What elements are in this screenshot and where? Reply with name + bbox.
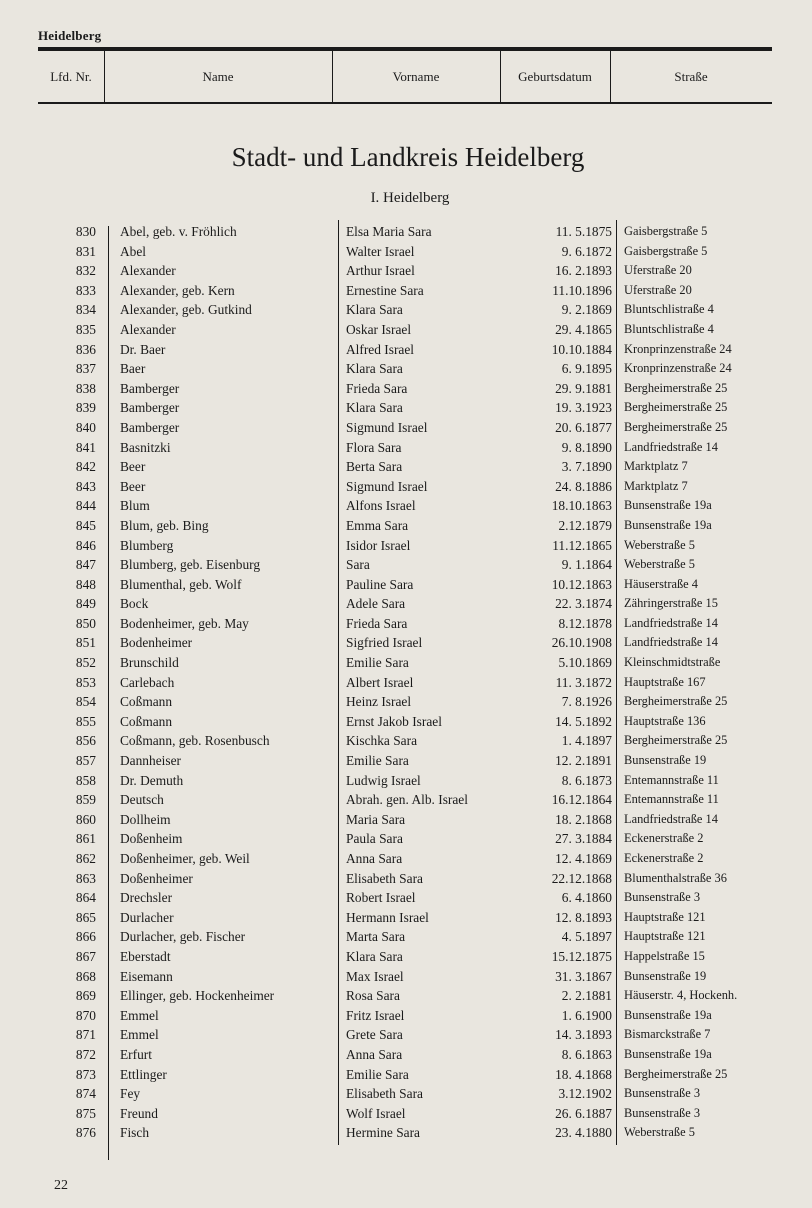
- entry-name: Brunschild: [120, 655, 179, 671]
- entry-birthdate: 1. 6.1900: [561, 1007, 612, 1023]
- entry-vorname: Hermann Israel: [346, 909, 429, 925]
- entry-number: 857: [75, 753, 96, 769]
- entry-vorname: Alfons Israel: [346, 498, 416, 514]
- entry-number: 870: [75, 1007, 96, 1023]
- entry-vorname: Klara Sara: [346, 302, 403, 318]
- entry-street: Gaisbergstraße 5: [624, 224, 708, 238]
- table-row: [0, 575, 812, 595]
- entry-street: Hauptstraße 167: [624, 674, 706, 689]
- entry-street: Häuserstr. 4, Hockenh.: [624, 988, 738, 1003]
- entry-number: 836: [75, 341, 96, 357]
- entry-name: Abel: [120, 243, 147, 259]
- entry-street: Happelstraße 15: [624, 948, 705, 963]
- table-row: [0, 967, 812, 987]
- table-row: [0, 829, 812, 849]
- entry-vorname: Elisabeth Sara: [346, 870, 423, 886]
- table-row: [0, 418, 812, 438]
- entry-vorname: Sara: [346, 557, 370, 573]
- table-row: [0, 1045, 812, 1065]
- entry-name: Basnitzki: [120, 439, 171, 455]
- entry-vorname: Elsa Maria Sara: [346, 224, 432, 239]
- entry-street: Bunsenstraße 19a: [624, 1046, 712, 1061]
- entry-name: Alexander: [120, 321, 176, 337]
- entry-birthdate: 9. 6.1872: [561, 243, 612, 259]
- entry-street: Bluntschlistraße 4: [624, 321, 714, 336]
- entry-birthdate: 5.10.1869: [558, 655, 612, 671]
- entry-birthdate: 10.12.1863: [551, 576, 612, 592]
- entry-number: 832: [75, 263, 96, 279]
- entry-street: Bunsenstraße 3: [624, 1105, 701, 1120]
- column-header-name: Name: [202, 69, 234, 84]
- table-row: [0, 300, 812, 320]
- entry-street: Weberstraße 5: [624, 1125, 695, 1140]
- entry-number: 871: [75, 1027, 96, 1043]
- entry-birthdate: 7. 8.1926: [561, 694, 612, 710]
- entry-street: Entemannstraße 11: [624, 772, 719, 787]
- entry-number: 851: [75, 635, 96, 651]
- entry-number: 834: [75, 302, 96, 318]
- entry-birthdate: 1. 4.1897: [561, 733, 612, 749]
- entry-number: 838: [75, 380, 96, 396]
- entry-vorname: Elisabeth Sara: [346, 1086, 423, 1102]
- entry-street: Bergheimerstraße 25: [624, 380, 728, 395]
- entry-name: Dr. Demuth: [120, 772, 184, 788]
- table-row: [0, 477, 812, 497]
- table-row: [0, 771, 812, 791]
- entry-name: Doßenheimer, geb. Weil: [120, 851, 250, 866]
- register-table: [0, 222, 812, 1143]
- entry-street: Kronprinzenstraße 24: [624, 361, 732, 376]
- page-number: 22: [54, 1178, 68, 1193]
- entry-street: Uferstraße 20: [624, 282, 692, 297]
- entry-street: Kronprinzenstraße 24: [624, 341, 732, 356]
- entry-birthdate: 22. 3.1874: [555, 596, 612, 612]
- table-row: [0, 888, 812, 908]
- entry-vorname: Anna Sara: [346, 1046, 403, 1062]
- table-row: [0, 927, 812, 947]
- entry-birthdate: 3.12.1902: [558, 1086, 612, 1102]
- header-top-rule: [38, 47, 772, 51]
- entry-vorname: Ernestine Sara: [346, 282, 424, 298]
- entry-vorname: Emilie Sara: [346, 753, 409, 769]
- table-row: [0, 869, 812, 889]
- entry-vorname: Frieda Sara: [346, 380, 408, 396]
- entry-number: 844: [75, 498, 96, 514]
- entry-name: Blumenthal, geb. Wolf: [120, 576, 242, 592]
- entry-street: Zähringerstraße 15: [624, 596, 718, 611]
- entry-number: 866: [75, 929, 96, 945]
- entry-birthdate: 22.12.1868: [551, 870, 612, 886]
- table-row: [0, 359, 812, 379]
- entry-vorname: Fritz Israel: [346, 1007, 405, 1023]
- table-row: [0, 633, 812, 653]
- table-row: [0, 536, 812, 556]
- entry-birthdate: 9. 8.1890: [561, 439, 612, 455]
- entry-street: Bergheimerstraße 25: [624, 694, 728, 709]
- entry-vorname: Heinz Israel: [346, 694, 412, 710]
- entry-birthdate: 6. 4.1860: [561, 890, 612, 906]
- entry-name: Bodenheimer: [120, 635, 193, 651]
- entry-number: 855: [75, 713, 96, 729]
- entry-vorname: Klara Sara: [346, 361, 403, 377]
- table-row: [0, 673, 812, 693]
- entry-street: Landfriedstraße 14: [624, 811, 718, 826]
- table-row: [0, 653, 812, 673]
- entry-name: Dollheim: [120, 811, 171, 827]
- table-row: [0, 242, 812, 262]
- table-row: [0, 1084, 812, 1104]
- table-row: [0, 457, 812, 477]
- table-row: [0, 751, 812, 771]
- entry-vorname: Hermine Sara: [346, 1125, 420, 1141]
- running-head: Heidelberg: [38, 28, 102, 43]
- table-row: [0, 320, 812, 340]
- entry-number: 842: [75, 459, 96, 475]
- entry-number: 831: [75, 243, 96, 259]
- entry-vorname: Oskar Israel: [346, 321, 412, 337]
- entry-vorname: Flora Sara: [346, 439, 402, 455]
- entry-number: 830: [75, 224, 96, 239]
- entry-number: 848: [75, 576, 96, 592]
- entry-birthdate: 12. 8.1893: [555, 909, 612, 925]
- entry-birthdate: 12. 2.1891: [555, 753, 612, 769]
- table-row: [0, 281, 812, 301]
- entry-name: Freund: [120, 1105, 158, 1121]
- table-row: [0, 1123, 812, 1143]
- entry-birthdate: 27. 3.1884: [555, 831, 612, 847]
- entry-street: Bunsenstraße 3: [624, 1086, 701, 1101]
- table-row: [0, 1025, 812, 1045]
- table-row: [0, 1104, 812, 1124]
- entry-number: 867: [75, 948, 96, 964]
- entry-vorname: Albert Israel: [346, 674, 414, 690]
- entry-birthdate: 8. 6.1863: [561, 1046, 612, 1062]
- entry-name: Bamberger: [120, 400, 180, 416]
- entry-name: Alexander: [120, 263, 176, 279]
- entry-birthdate: 2.12.1879: [558, 517, 612, 533]
- entry-name: Alexander, geb. Gutkind: [120, 302, 252, 318]
- entry-birthdate: 18.10.1863: [551, 498, 612, 514]
- entry-street: Hauptstraße 121: [624, 909, 706, 924]
- entry-street: Weberstraße 5: [624, 537, 695, 552]
- entry-street: Bunsenstraße 19: [624, 968, 707, 983]
- table-row: [0, 810, 812, 830]
- entry-name: Doßenheimer: [120, 870, 193, 886]
- entry-number: 854: [75, 694, 96, 710]
- entry-street: Entemannstraße 11: [624, 792, 719, 807]
- entry-birthdate: 14. 5.1892: [555, 713, 612, 729]
- entry-number: 865: [75, 909, 96, 925]
- entry-number: 874: [75, 1086, 96, 1102]
- entry-birthdate: 10.10.1884: [551, 341, 612, 357]
- entry-birthdate: 16. 2.1893: [555, 263, 612, 279]
- entry-name: Blum, geb. Bing: [120, 517, 209, 533]
- entry-birthdate: 29. 4.1865: [555, 321, 612, 337]
- entry-number: 843: [75, 478, 96, 494]
- entry-name: Durlacher, geb. Fischer: [120, 929, 246, 945]
- entry-vorname: Wolf Israel: [346, 1105, 406, 1121]
- entry-number: 872: [75, 1046, 96, 1062]
- entry-name: Emmel: [120, 1027, 159, 1043]
- entry-number: 875: [75, 1105, 96, 1121]
- entry-number: 868: [75, 968, 96, 984]
- entry-birthdate: 24. 8.1886: [555, 478, 612, 494]
- entry-name: Eberstadt: [120, 948, 171, 964]
- entry-street: Hauptstraße 136: [624, 713, 706, 728]
- entry-birthdate: 9. 1.1864: [561, 557, 612, 573]
- entry-vorname: Emilie Sara: [346, 655, 409, 671]
- entry-number: 835: [75, 321, 96, 337]
- table-row: [0, 438, 812, 458]
- entry-street: Hauptstraße 121: [624, 929, 706, 944]
- entry-number: 876: [75, 1125, 96, 1141]
- entry-vorname: Klara Sara: [346, 948, 403, 964]
- entry-birthdate: 26. 6.1887: [555, 1105, 612, 1121]
- entry-vorname: Sigmund Israel: [346, 478, 428, 494]
- entry-name: Baer: [120, 361, 146, 377]
- entry-birthdate: 12. 4.1869: [555, 851, 612, 866]
- entry-name: Coßmann: [120, 713, 173, 729]
- entry-number: 864: [75, 890, 96, 906]
- entry-street: Marktplatz 7: [624, 459, 688, 474]
- entry-street: Eckenerstraße 2: [624, 831, 704, 846]
- table-row: [0, 496, 812, 516]
- entry-street: Bismarckstraße 7: [624, 1027, 711, 1042]
- entry-name: Coßmann, geb. Rosenbusch: [120, 733, 270, 749]
- entry-vorname: Kischka Sara: [346, 733, 418, 749]
- entry-name: Bamberger: [120, 380, 180, 396]
- column-header-strasse: Straße: [674, 69, 708, 84]
- entry-name: Carlebach: [120, 674, 175, 690]
- entry-vorname: Marta Sara: [346, 929, 406, 945]
- entry-number: 862: [75, 851, 96, 866]
- entry-name: Beer: [120, 478, 146, 494]
- table-row: [0, 340, 812, 360]
- entry-birthdate: 4. 5.1897: [561, 929, 612, 945]
- entry-name: Coßmann: [120, 694, 173, 710]
- entry-birthdate: 11. 3.1872: [555, 674, 612, 690]
- entry-birthdate: 2. 2.1881: [561, 988, 612, 1004]
- entry-number: 869: [75, 988, 96, 1004]
- table-row: [0, 1065, 812, 1085]
- entry-street: Weberstraße 5: [624, 557, 695, 572]
- entry-birthdate: 18. 2.1868: [555, 811, 612, 827]
- table-row: [0, 692, 812, 712]
- table-row: [0, 614, 812, 634]
- table-row: [0, 908, 812, 928]
- entry-number: 852: [75, 655, 96, 671]
- table-row: [0, 594, 812, 614]
- entry-number: 841: [75, 439, 96, 455]
- entry-name: Eisemann: [120, 968, 173, 984]
- entry-vorname: Emma Sara: [346, 517, 409, 533]
- entry-name: Ettlinger: [120, 1066, 167, 1082]
- subsection-title: I. Heidelberg: [370, 190, 450, 206]
- entry-vorname: Emilie Sara: [346, 1066, 409, 1082]
- header-bottom-rule: [38, 102, 772, 104]
- entry-name: Erfurt: [120, 1046, 152, 1062]
- table-row: [0, 1006, 812, 1026]
- entry-name: Deutsch: [120, 792, 164, 808]
- entry-birthdate: 8. 6.1873: [561, 772, 612, 788]
- entry-name: Dr. Baer: [120, 341, 166, 357]
- entry-number: 839: [75, 400, 96, 416]
- entry-street: Eckenerstraße 2: [624, 851, 704, 865]
- entry-birthdate: 31. 3.1867: [555, 968, 612, 984]
- entry-street: Landfriedstraße 14: [624, 439, 718, 454]
- entry-number: 846: [75, 537, 96, 553]
- entry-birthdate: 18. 4.1868: [555, 1066, 612, 1082]
- entry-number: 845: [75, 517, 96, 533]
- entry-number: 849: [75, 596, 96, 612]
- entry-vorname: Klara Sara: [346, 400, 403, 416]
- entry-vorname: Sigfried Israel: [346, 635, 423, 651]
- entry-number: 859: [75, 792, 96, 808]
- entry-street: Bunsenstraße 3: [624, 890, 701, 905]
- entry-birthdate: 29. 9.1881: [555, 380, 612, 396]
- entry-number: 858: [75, 772, 96, 788]
- entry-street: Kleinschmidtstraße: [624, 655, 721, 670]
- table-row: [0, 986, 812, 1006]
- entry-vorname: Berta Sara: [346, 459, 403, 475]
- entry-number: 833: [75, 282, 96, 298]
- entry-street: Bergheimerstraße 25: [624, 400, 728, 415]
- entry-name: Bock: [120, 596, 149, 612]
- entry-street: Bergheimerstraße 25: [624, 419, 728, 434]
- entry-number: 840: [75, 419, 96, 435]
- entry-number: 837: [75, 361, 96, 377]
- entry-birthdate: 26.10.1908: [551, 635, 612, 651]
- entry-birthdate: 16.12.1864: [551, 792, 612, 808]
- table-row: [0, 555, 812, 575]
- column-header-vorname: Vorname: [392, 69, 440, 84]
- entry-number: 847: [75, 557, 96, 573]
- entry-vorname: Robert Israel: [346, 890, 416, 906]
- entry-vorname: Maria Sara: [346, 811, 406, 827]
- entry-vorname: Arthur Israel: [346, 263, 415, 279]
- table-row: [0, 379, 812, 399]
- entry-birthdate: 9. 2.1869: [561, 302, 612, 318]
- entry-name: Bodenheimer, geb. May: [120, 615, 249, 631]
- entry-vorname: Rosa Sara: [346, 988, 400, 1004]
- entry-street: Häuserstraße 4: [624, 576, 698, 591]
- table-row: [0, 222, 812, 242]
- entry-vorname: Walter Israel: [346, 243, 415, 259]
- entry-street: Uferstraße 20: [624, 263, 692, 278]
- entry-street: Marktplatz 7: [624, 478, 688, 493]
- entry-birthdate: 19. 3.1923: [555, 400, 612, 416]
- entry-number: 860: [75, 811, 96, 827]
- entry-birthdate: 11. 5.1875: [555, 224, 612, 239]
- entry-name: Fey: [120, 1086, 141, 1102]
- table-row: [0, 790, 812, 810]
- table-row: [0, 398, 812, 418]
- entry-street: Bunsenstraße 19a: [624, 498, 712, 513]
- table-row: [0, 849, 812, 869]
- entry-vorname: Abrah. gen. Alb. Israel: [346, 792, 468, 808]
- entry-name: Bamberger: [120, 419, 180, 435]
- entry-name: Doßenheim: [120, 831, 183, 847]
- entry-birthdate: 11.10.1896: [552, 282, 612, 298]
- entry-street: Blumenthalstraße 36: [624, 870, 727, 885]
- entry-street: Bunsenstraße 19: [624, 753, 707, 768]
- entry-name: Blumberg: [120, 537, 174, 553]
- entry-number: 853: [75, 674, 96, 690]
- section-title: Stadt- und Landkreis Heidelberg: [231, 142, 585, 172]
- entry-number: 856: [75, 733, 96, 749]
- entry-name: Drechsler: [120, 890, 173, 906]
- entry-name: Emmel: [120, 1007, 159, 1023]
- entry-number: 861: [75, 831, 96, 847]
- entry-street: Bunsenstraße 19a: [624, 517, 712, 532]
- entry-name: Beer: [120, 459, 146, 475]
- entry-birthdate: 14. 3.1893: [555, 1027, 612, 1043]
- entry-name: Fisch: [120, 1125, 150, 1141]
- entry-vorname: Adele Sara: [346, 596, 406, 612]
- entry-vorname: Anna Sara: [346, 851, 403, 866]
- entry-street: Bergheimerstraße 25: [624, 1066, 728, 1081]
- entry-number: 863: [75, 870, 96, 886]
- entry-vorname: Ludwig Israel: [346, 772, 421, 788]
- entry-name: Blumberg, geb. Eisenburg: [120, 557, 261, 573]
- entry-vorname: Alfred Israel: [346, 341, 415, 357]
- entry-name: Abel, geb. v. Fröhlich: [120, 224, 237, 239]
- entry-vorname: Sigmund Israel: [346, 419, 428, 435]
- column-header-nr: Lfd. Nr.: [50, 69, 92, 84]
- entry-street: Landfriedstraße 14: [624, 615, 718, 630]
- entry-birthdate: 6. 9.1895: [561, 361, 612, 377]
- entry-vorname: Grete Sara: [346, 1027, 403, 1043]
- table-row: [0, 947, 812, 967]
- entry-birthdate: 20. 6.1877: [555, 419, 612, 435]
- entry-name: Ellinger, geb. Hockenheimer: [120, 988, 275, 1004]
- entry-vorname: Ernst Jakob Israel: [346, 713, 442, 729]
- entry-birthdate: 3. 7.1890: [561, 459, 612, 475]
- entry-vorname: Isidor Israel: [346, 537, 411, 553]
- entry-birthdate: 15.12.1875: [551, 948, 612, 964]
- entry-birthdate: 11.12.1865: [552, 537, 612, 553]
- entry-street: Gaisbergstraße 5: [624, 243, 708, 258]
- entry-number: 850: [75, 615, 96, 631]
- entry-street: Bergheimerstraße 25: [624, 733, 728, 748]
- entry-number: 873: [75, 1066, 96, 1082]
- entry-street: Landfriedstraße 14: [624, 635, 718, 650]
- table-row: [0, 261, 812, 281]
- entry-name: Blum: [120, 498, 150, 514]
- table-row: [0, 731, 812, 751]
- entry-vorname: Pauline Sara: [346, 576, 414, 592]
- column-header-geburtsdatum: Geburtsdatum: [518, 69, 592, 84]
- entry-street: Bluntschlistraße 4: [624, 302, 714, 317]
- entry-vorname: Max Israel: [346, 968, 404, 984]
- entry-street: Bunsenstraße 19a: [624, 1007, 712, 1022]
- table-row: [0, 516, 812, 536]
- table-row: [0, 712, 812, 732]
- entry-name: Durlacher: [120, 909, 174, 925]
- entry-vorname: Frieda Sara: [346, 615, 408, 631]
- entry-vorname: Paula Sara: [346, 831, 403, 847]
- entry-name: Alexander, geb. Kern: [120, 282, 235, 298]
- entry-birthdate: 23. 4.1880: [555, 1125, 612, 1141]
- entry-name: Dannheiser: [120, 753, 181, 769]
- entry-birthdate: 8.12.1878: [558, 615, 612, 631]
